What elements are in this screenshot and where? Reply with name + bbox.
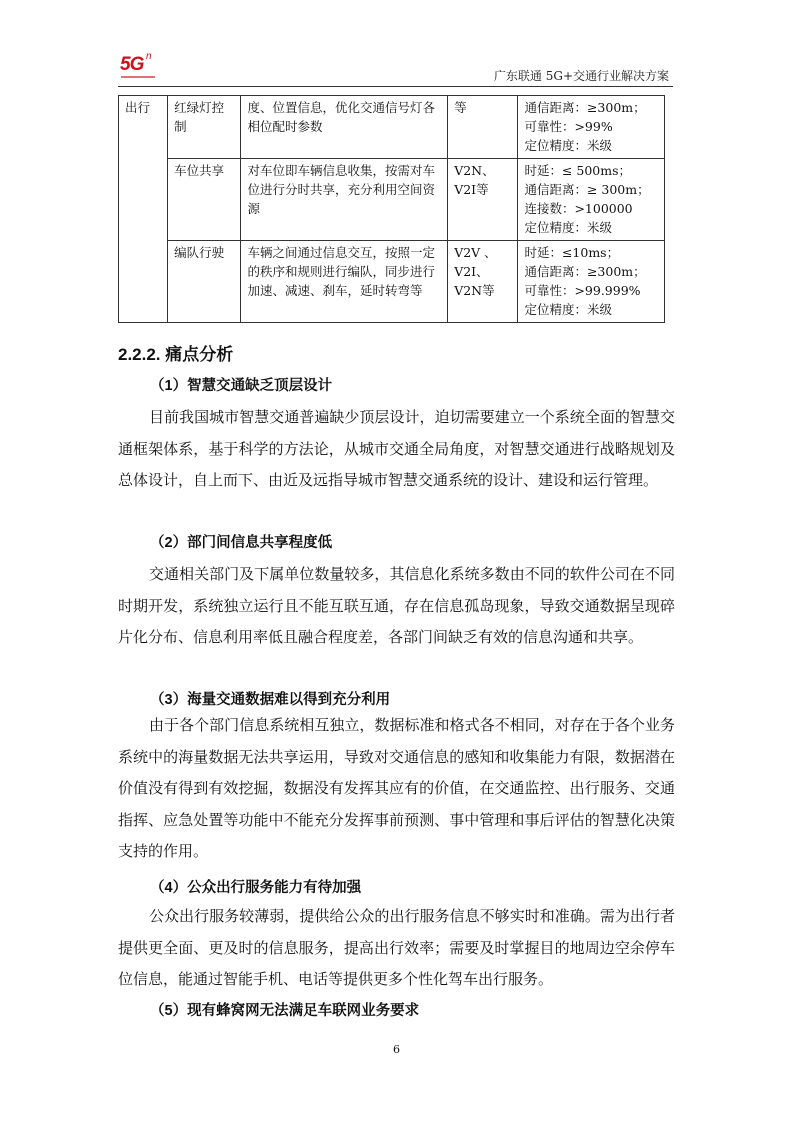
description-cell: 度、位置信息，优化交通信号灯各相位配时参数 — [241, 96, 448, 159]
requirement-line: 可靠性：>99% — [524, 119, 613, 134]
requirement-line: 通信距离：≥ 300m； — [524, 182, 650, 197]
v2x-requirements-table — [118, 95, 665, 323]
subsection-title: （3）海量交通数据难以得到充分利用 — [150, 692, 391, 708]
subsection-title: （4）公众出行服务能力有待加强 — [150, 880, 362, 896]
scenario-cell: 编队行驶 — [168, 241, 241, 323]
mode-cell: V2V 、V2I、V2N等 — [448, 241, 518, 323]
page-header — [118, 52, 673, 87]
paragraph: 交通相关部门及下属单位数量较多，其信息化系统多数由不同的软件公司在不同时期开发，系统独立运行且不能互联互通，存在信息孤岛现象，导致交通数据呈现碎片化分布、信息利用率低且融合程度差，各部门间缺乏有效的信息沟通和共享。 — [118, 565, 675, 646]
requirement-line: 时延：≤10ms； — [524, 245, 620, 260]
paragraph: 目前我国城市智慧交通普遍缺少顶层设计，迫切需要建立一个系统全面的智慧交通框架体系，基于科学的方法论，从城市交通全局角度，对智慧交通进行战略规划及总体设计，自上而下、由近及远指导城市智慧交通系统的设计、建设和运行管理。 — [118, 408, 675, 489]
logo-text: 5G — [120, 54, 144, 75]
header-title: 广东联通 5G+交通行业解决方案 — [493, 69, 669, 83]
requirement-line: 定位精度：米级 — [524, 220, 612, 235]
description-cell: 对车位即车辆信息收集，按需对车位进行分时共享，充分利用空间资源 — [241, 159, 448, 241]
description-cell: 车辆之间通过信息交互，按照一定的秩序和规则进行编队，同步进行加速、减速、刹车，延时转弯等 — [241, 241, 448, 323]
table-row — [119, 159, 665, 241]
requirement-cell — [518, 241, 665, 323]
paragraph: 公众出行服务较薄弱，提供给公众的出行服务信息不够实时和准确。需为出行者提供更全面、更及时的信息服务，提高出行效率；需要及时掌握目的地周边空余停车位信息，能通过智能手机、电话等提供更多个性化驾车出行服务。 — [118, 907, 675, 988]
logo-underline — [121, 76, 155, 78]
scenario-cell: 红绿灯控制 — [168, 96, 241, 159]
logo-superscript: n — [146, 51, 152, 62]
requirement-cell — [518, 96, 665, 159]
category-cell: 出行 — [119, 96, 168, 323]
table-row — [119, 241, 665, 323]
section-title: 2.2.2. 痛点分析 — [118, 345, 234, 364]
subsection-title: （2）部门间信息共享程度低 — [150, 535, 333, 551]
subsection-title: （1）智慧交通缺乏顶层设计 — [150, 378, 333, 394]
mode-cell: V2N、V2I等 — [448, 159, 518, 241]
table-row — [119, 96, 665, 159]
requirement-line: 定位精度：米级 — [524, 302, 612, 317]
page-number: 6 — [393, 1043, 400, 1056]
mode-cell: 等 — [448, 96, 518, 159]
scenario-cell: 车位共享 — [168, 159, 241, 241]
paragraph: 由于各个部门信息系统相互独立，数据标准和格式各不相同，对存在于各个业务系统中的海量数据无法共享运用，导致对交通信息的感知和收集能力有限，数据潜在价值没有得到有效挖掘，数据没有发挥其应有的价值，在交通监控、出行服务、交通指挥、应急处置等功能中不能充分发挥事前预测、事中管理和事后评估的智慧化决策支持的作用。 — [118, 716, 675, 860]
subsection-title: （5）现有蜂窝网无法满足车联网业务要求 — [150, 1003, 420, 1019]
requirement-line: 定位精度：米级 — [524, 138, 612, 153]
requirement-line: 通信距离：≥300m； — [524, 100, 646, 115]
requirement-line: 通信距离：≥300m； — [524, 264, 646, 279]
requirement-cell — [518, 159, 665, 241]
requirement-line: 连接数：>100000 — [524, 201, 633, 216]
requirement-line: 时延：≤ 500ms； — [524, 163, 632, 178]
requirement-line: 可靠性：>99.999% — [524, 283, 641, 298]
